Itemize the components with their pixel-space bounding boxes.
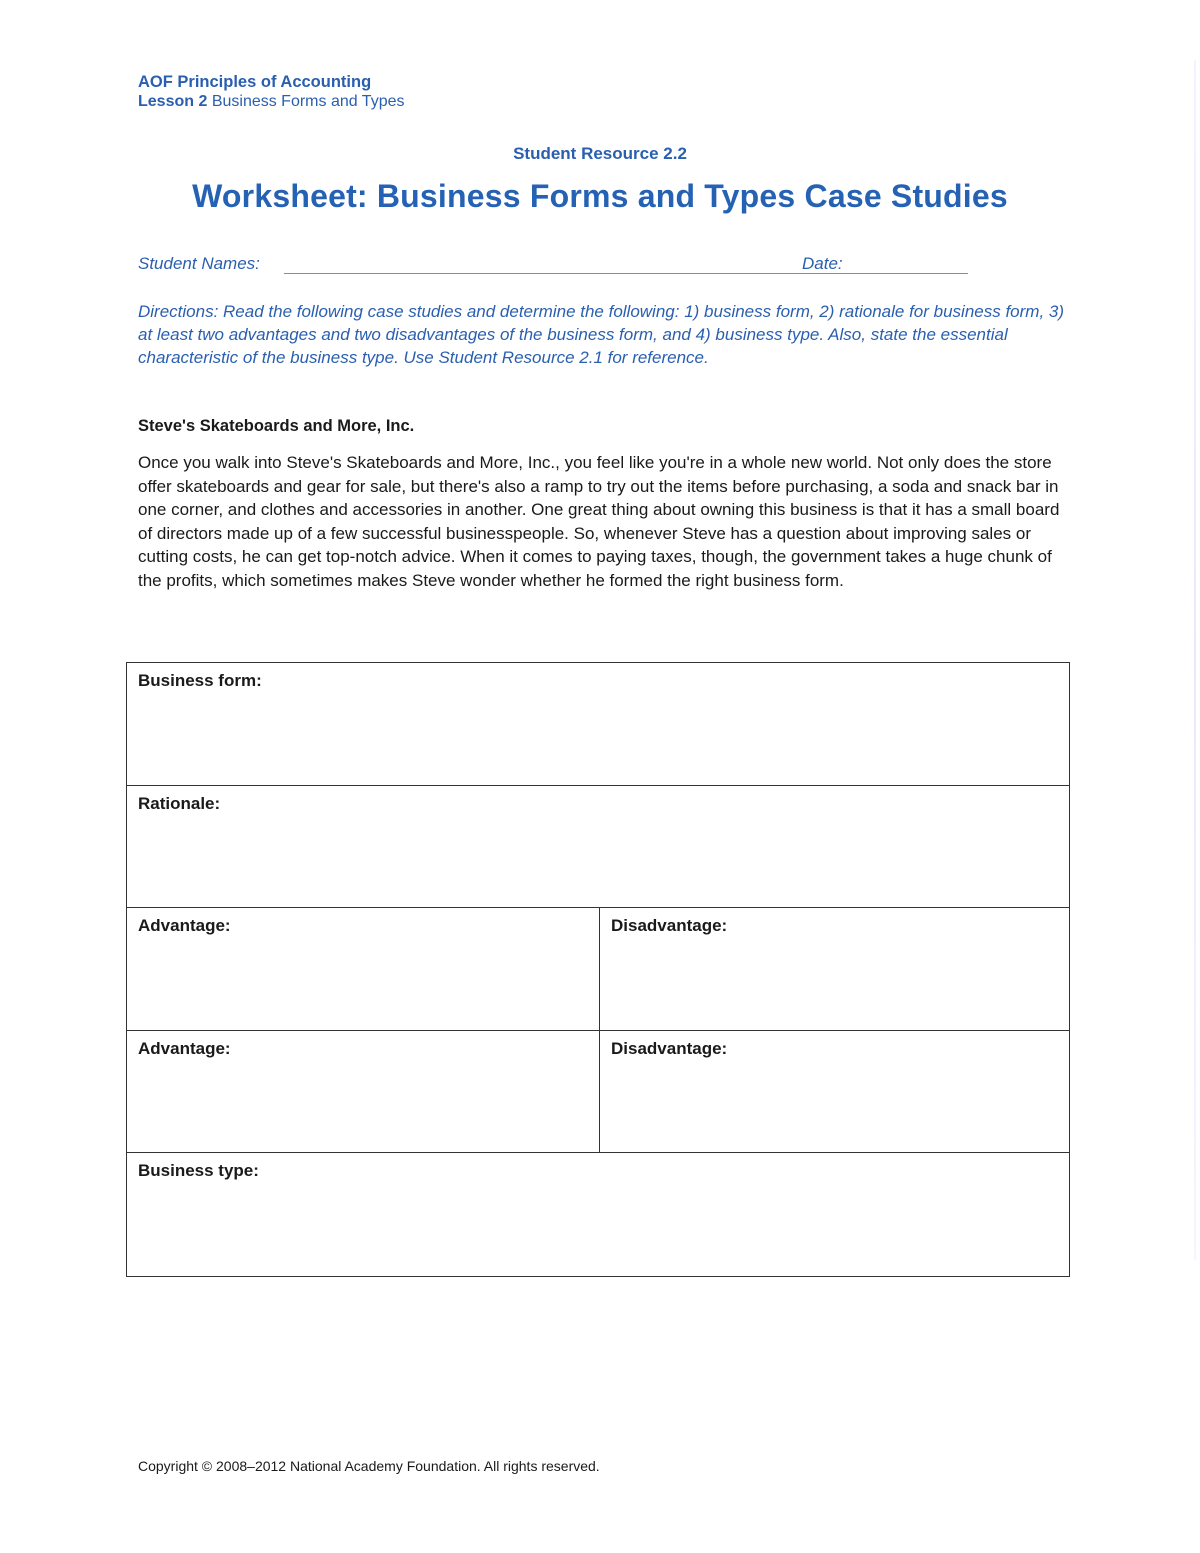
advantage-2-label: Advantage: <box>138 1038 231 1058</box>
rationale-cell[interactable] <box>127 786 1069 908</box>
directions-text: Directions: Read the following case studies and determine the following: 1) business form, 2) rationale for business form, 3) at least two advantages and two disadvantages of the business form, and 4) business type. Also, state the essential characteristic of the business type. Use Student Resource 2.1 for reference. <box>138 302 1065 367</box>
rationale-row <box>127 786 1069 909</box>
copyright-footer: Copyright © 2008–2012 National Academy Foundation. All rights reserved. <box>138 1458 600 1474</box>
lesson-title: Business Forms and Types <box>211 93 405 110</box>
resource-label: Student Resource 2.2 <box>513 144 687 163</box>
advantage-disadvantage-row-1 <box>127 908 1069 1031</box>
course-title: AOF Principles of Accounting <box>138 73 372 91</box>
date-field[interactable] <box>848 273 968 274</box>
lesson-label: Lesson 2 <box>138 93 208 110</box>
date-label: Date: <box>802 254 843 273</box>
advantage-disadvantage-row-2 <box>127 1031 1069 1154</box>
disadvantage-1-cell[interactable] <box>600 908 1069 1030</box>
student-names-label: Student Names: <box>138 254 260 273</box>
scan-edge-shadow <box>1194 60 1196 1260</box>
business-form-cell[interactable] <box>127 663 1069 785</box>
business-type-label: Business type: <box>138 1161 259 1181</box>
student-info-row <box>138 254 978 278</box>
disadvantage-1-label: Disadvantage: <box>611 916 728 936</box>
page-title: Worksheet: Business Forms and Types Case Studies <box>192 178 1008 214</box>
advantage-1-cell[interactable] <box>127 908 600 1030</box>
disadvantage-2-label: Disadvantage: <box>611 1038 728 1058</box>
answer-grid <box>126 662 1070 1277</box>
advantage-2-cell[interactable] <box>127 1031 600 1153</box>
business-form-label: Business form: <box>138 671 262 690</box>
business-type-cell[interactable] <box>127 1153 1069 1276</box>
business-type-row <box>127 1153 1069 1276</box>
business-form-row <box>127 663 1069 786</box>
advantage-1-label: Advantage: <box>138 916 231 936</box>
rationale-label: Rationale: <box>138 793 221 813</box>
case-study-body: Once you walk into Steve's Skateboards and More, Inc., you feel like you're in a whole new world. Not only does the store offer skateboards and gear for sale, but there's also a ramp to try out the items before purchasing, a soda and snack bar in one corner, and clothes and accessories in another. One great thing about owning this business is that it has a small board of directors made up of a few successful businesspeople. So, whenever Steve has a question about improving sales or cutting costs, he can get top-notch advice. When it comes to paying taxes, though, the government takes a huge chunk of the profits, which sometimes makes Steve wonder whether he formed the right business form. <box>138 453 1060 590</box>
disadvantage-2-cell[interactable] <box>600 1031 1069 1153</box>
case-study-title: Steve's Skateboards and More, Inc. <box>138 417 415 435</box>
lesson-heading <box>138 92 405 112</box>
